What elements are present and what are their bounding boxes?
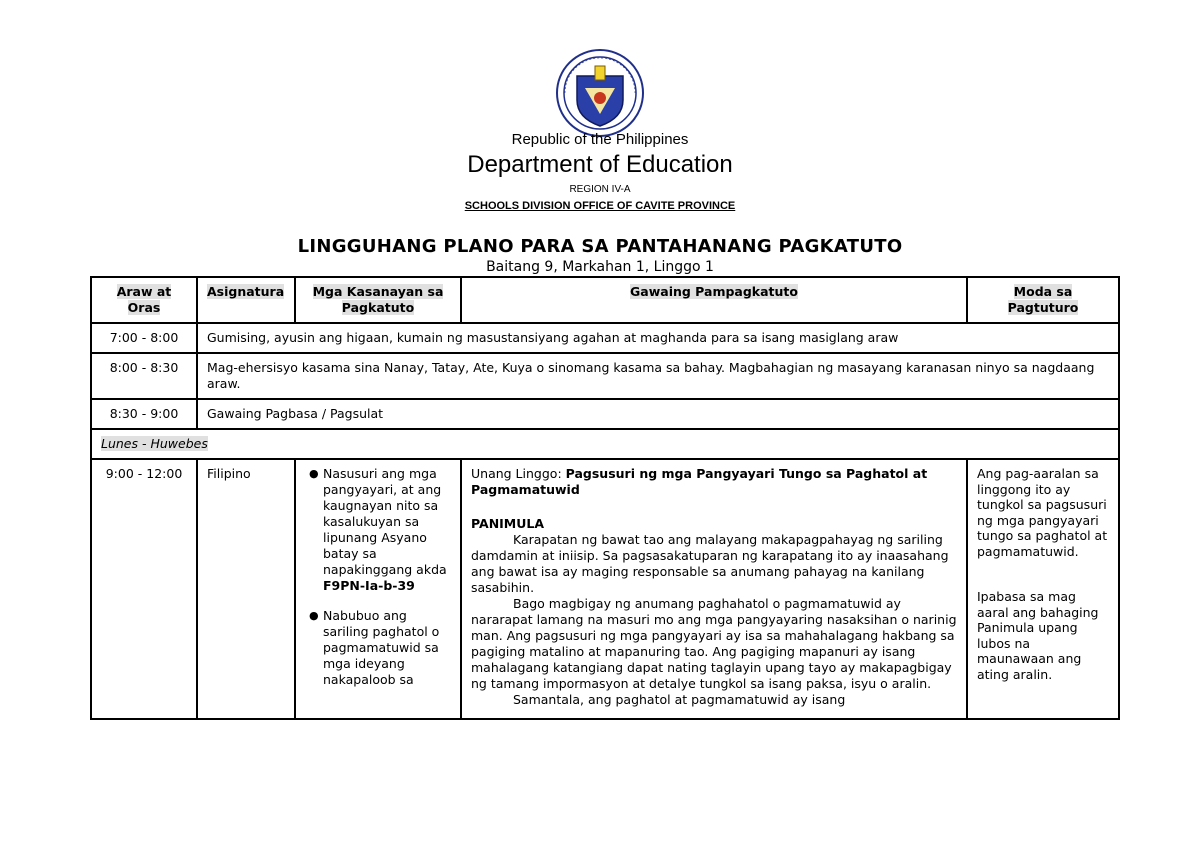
header-competencies: Mga Kasanayan sa Pagkatuto (295, 277, 461, 323)
lesson-row (91, 459, 1119, 719)
mode-paragraph: Ipabasa sa mag aaral ang bahaging Panimula upang lubos na maunawaan ang ating aralin. (977, 589, 1099, 682)
lesson-time: 9:00 - 12:00 (91, 459, 197, 719)
republic-label: Republic of the Philippines (511, 131, 689, 148)
competency-item: ● Nasusuri ang mga pangyayari, at ang kaugnayan nito sa kasalukuyan sa lipunang Asyano batay sa napakinggang akda F9PN-Ia-b-39 (323, 466, 451, 594)
lesson-activities (461, 459, 967, 719)
row-time: 8:00 - 8:30 (91, 353, 197, 399)
activity-paragraph: Samantala, ang paghatol at pagmamatuwid ay isang (513, 692, 846, 707)
lesson-competencies (295, 459, 461, 719)
region-label: REGION IV-A (569, 184, 631, 195)
lesson-plan-table (90, 276, 1120, 720)
days-row (91, 429, 1119, 459)
week-heading: Unang Linggo: Pagsusuri ng mga Pangyayari Tungo sa Paghatol at Pagmamatuwid (471, 466, 928, 497)
table-row (91, 353, 1119, 399)
header-mode: Moda sa Pagtuturo (967, 277, 1119, 323)
row-activity: Gawaing Pagbasa / Pagsulat (197, 399, 1119, 429)
row-time: 8:30 - 9:00 (91, 399, 197, 429)
row-time: 7:00 - 8:00 (91, 323, 197, 353)
document-title: LINGGUHANG PLANO PARA SA PANTAHANANG PAGKATUTO (297, 236, 903, 257)
department-name: Department of Education (467, 151, 733, 178)
table-row (91, 323, 1119, 353)
activity-paragraph: Bago magbigay ng anumang paghahatol o pagmamatuwid ay nararapat lamang na masuri mo ang mga pangyayaring nasaksihan o narinig man. Ang pagsusuri ng mga pangyayari ay isa sa mahahalagang hakbang sa pagiging matalino at mapanuring tao. Ang pagiging mapanuri ay isang mahalagang katangiang dapat nating taglayin upang tayo ay makapagbigay ng tamang impormasyon at detalye tungkol sa isang paksa, isyu o aralin. (471, 596, 957, 691)
division-office: SCHOOLS DIVISION OFFICE OF CAVITE PROVINCE (464, 200, 736, 212)
header-subject: Asignatura (197, 277, 295, 323)
row-activity: Mag-ehersisyo kasama sina Nanay, Tatay, Ate, Kuya o sinomang kasama sa bahay. Magbahagian ng masayang karanasan ninyo sa nagdaang araw. (197, 353, 1119, 399)
document-subtitle: Baitang 9, Markahan 1, Linggo 1 (486, 259, 714, 275)
table-header-row (91, 277, 1119, 323)
table-row (91, 399, 1119, 429)
activity-paragraph: Karapatan ng bawat tao ang malayang makapagpahayag ng sariling damdamin at iniisip. Sa pagsasakatuparan ng karapatang ito ay inaasahang ang bawat isa ay maging responsable sa anumang pahayag na kanilang sasabihin. (471, 532, 949, 595)
section-heading: PANIMULA (471, 516, 545, 531)
competency-list (305, 466, 451, 688)
lesson-mode (967, 459, 1119, 719)
row-activity: Gumising, ayusin ang higaan, kumain ng masustansiyang agahan at maghanda para sa isang masiglang araw (197, 323, 1119, 353)
mode-paragraph: Ang pag-aaralan sa linggong ito ay tungkol sa pagsusuri ng mga pangyayari tungo sa paghatol at pagmamatuwid. (977, 466, 1108, 559)
competency-code: F9PN-Ia-b-39 (323, 578, 415, 593)
competency-item: ● Nabubuo ang sariling paghatol o pagmamatuwid sa mga ideyang nakapaloob sa (323, 608, 451, 688)
header-activities: Gawaing Pampagkatuto (461, 277, 967, 323)
deped-seal-logo (555, 48, 645, 138)
lesson-subject: Filipino (197, 459, 295, 719)
header-time: Araw at Oras (91, 277, 197, 323)
days-label: Lunes - Huwebes (91, 429, 1119, 459)
